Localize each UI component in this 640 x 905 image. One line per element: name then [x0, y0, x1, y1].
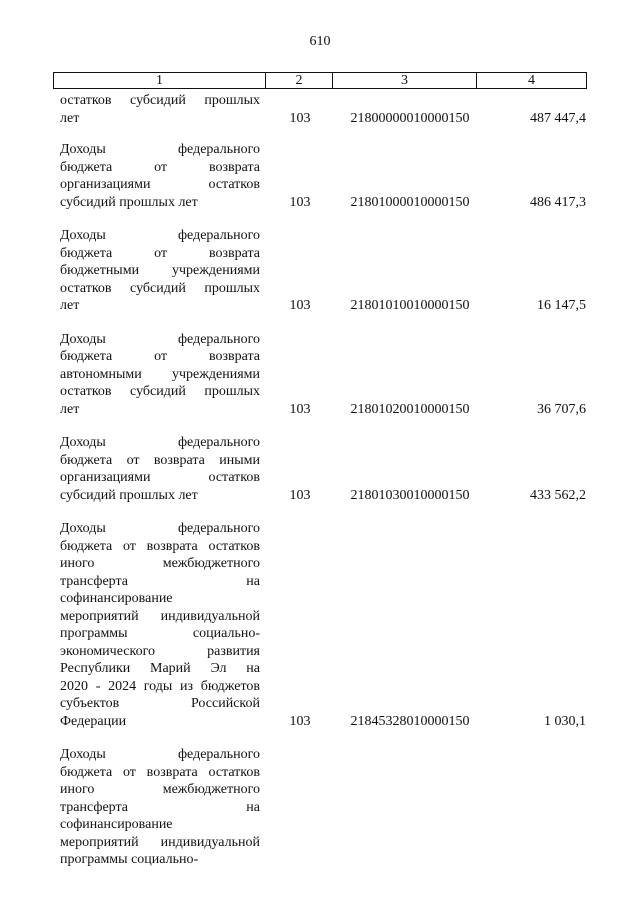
description-line: Доходы федерального [60, 142, 260, 157]
row-description [60, 92, 260, 127]
description-line: софинансирование [60, 591, 173, 606]
table-row [60, 434, 586, 504]
description-line: трансферта на [60, 799, 260, 815]
description-line: бюджета от возврата остатков [60, 764, 260, 780]
classification-code: 21801020010000150 [350, 401, 470, 417]
admin-code: 103 [289, 401, 311, 417]
description-line: мероприятий индивидуальной [60, 834, 260, 850]
table-row [60, 227, 586, 315]
table-row [60, 141, 586, 211]
row-description [60, 434, 260, 504]
row-description [60, 746, 260, 869]
description-line: бюджета от возврата [60, 159, 260, 175]
description-line: лет [60, 110, 80, 126]
description-line: иного межбюджетного [60, 782, 260, 797]
admin-code: 103 [289, 713, 311, 729]
admin-code: 103 [289, 110, 311, 126]
amount: 487 447,4 [530, 110, 586, 126]
description-line: остатков субсидий прошлых [60, 280, 260, 296]
description-line: иного межбюджетного [60, 556, 260, 571]
description-line: Республики Марий Эл на [60, 661, 260, 676]
description-line: субсидий прошлых лет [60, 487, 198, 503]
description-line: организациями остатков [60, 177, 260, 192]
header-col-1: 1 [54, 73, 266, 88]
header-col-3: 3 [333, 73, 477, 88]
classification-code: 21800000010000150 [350, 110, 470, 126]
description-line: программы социально- [60, 626, 260, 641]
description-line: бюджета от возврата остатков [60, 538, 260, 554]
description-line: остатков субсидий прошлых [60, 384, 260, 399]
description-line: субсидий прошлых лет [60, 194, 198, 210]
description-line: экономического развития [60, 643, 260, 659]
classification-code: 21801030010000150 [350, 487, 470, 503]
table-row [60, 92, 586, 127]
header-col-4: 4 [528, 73, 535, 88]
admin-code: 103 [289, 194, 311, 210]
row-description [60, 331, 260, 419]
description-line: 2020 - 2024 годы из бюджетов [60, 678, 260, 694]
classification-code: 21801000010000150 [350, 194, 470, 210]
row-description [60, 141, 260, 211]
description-line: Доходы федерального [60, 331, 260, 347]
row-description [60, 227, 260, 315]
description-line: Федерации [60, 713, 127, 729]
admin-code: 103 [289, 298, 311, 313]
description-line: автономными учреждениями [60, 366, 260, 382]
classification-code: 21801010010000150 [350, 298, 470, 313]
amount: 486 417,3 [530, 194, 586, 210]
page-number: 610 [309, 34, 331, 49]
description-line: трансферта на [60, 573, 260, 589]
description-line: субъектов Российской [60, 696, 260, 711]
table-row [60, 746, 586, 869]
description-line: лет [60, 298, 80, 313]
amount: 16 147,5 [537, 298, 586, 313]
description-line: лет [60, 401, 80, 417]
description-line: Доходы федерального [60, 747, 260, 762]
amount: 36 707,6 [537, 401, 586, 417]
table-header [53, 72, 587, 89]
description-line: софинансирование [60, 817, 173, 832]
header-col-2: 2 [266, 73, 333, 88]
description-line: бюджетными учреждениями [60, 263, 260, 278]
amount: 1 030,1 [544, 713, 586, 729]
description-line: бюджета от возврата [60, 245, 260, 261]
description-line: остатков субсидий прошлых [60, 93, 260, 108]
table-row [60, 331, 586, 419]
row-description [60, 520, 260, 730]
table-body [60, 92, 586, 869]
amount: 433 562,2 [530, 487, 586, 503]
admin-code: 103 [289, 487, 311, 503]
description-line: программы социально- [60, 852, 199, 867]
description-line: Доходы федерального [60, 228, 260, 243]
classification-code: 21845328010000150 [350, 713, 470, 729]
description-line: бюджета от возврата [60, 349, 260, 364]
description-line: организациями остатков [60, 470, 260, 485]
description-line: Доходы федерального [60, 435, 260, 450]
description-line: Доходы федерального [60, 521, 260, 536]
table-row [60, 520, 586, 730]
description-line: мероприятий индивидуальной [60, 608, 260, 624]
description-line: бюджета от возврата иными [60, 452, 260, 468]
